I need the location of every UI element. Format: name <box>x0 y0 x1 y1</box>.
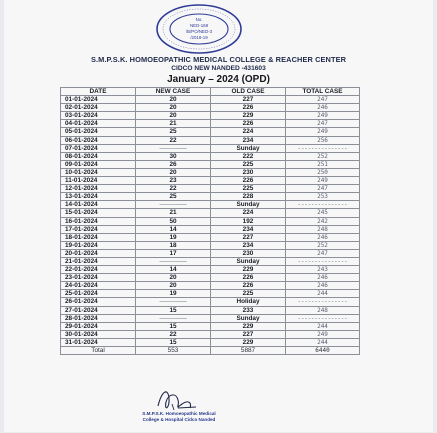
table-header-row <box>61 88 360 96</box>
table-row <box>61 266 360 274</box>
old-case-cell: Sunday <box>211 314 286 322</box>
total-case-cell: 252 <box>286 152 360 160</box>
new-case-cell: 22 <box>136 185 211 193</box>
old-case-cell: 233 <box>211 306 286 314</box>
old-case-cell: 228 <box>211 193 286 201</box>
total-case-cell: 256 <box>286 136 360 144</box>
new-case-cell: 18 <box>136 241 211 249</box>
report-title: January – 2024 (OPD) <box>167 74 270 85</box>
date-cell: 30-01-2024 <box>61 330 136 338</box>
total-case-cell: 246 <box>286 282 360 290</box>
total-case-cell: 246 <box>286 274 360 282</box>
new-case-cell: 50 <box>136 217 211 225</box>
table-row <box>61 120 360 128</box>
table-row <box>61 298 360 306</box>
old-case-cell: 234 <box>211 136 286 144</box>
table-row <box>61 152 360 160</box>
date-cell: 02-01-2024 <box>61 104 136 112</box>
date-cell: 22-01-2024 <box>61 266 136 274</box>
total-label: Total <box>61 347 136 355</box>
svg-text:/B/PO/NED-3: /B/PO/NED-3 <box>185 29 213 34</box>
total-case-cell: --------------- <box>286 257 360 265</box>
college-name-heading: S.M.P.S.K. HOMOEOPATHIC MEDICAL COLLEGE & REACHER CENTER <box>90 55 347 64</box>
total-case-cell: --------------- <box>286 144 360 152</box>
old-case-cell: 222 <box>211 152 286 160</box>
date-cell: 24-01-2024 <box>61 282 136 290</box>
total-case-cell: 242 <box>286 217 360 225</box>
new-case-cell: 20 <box>136 112 211 120</box>
table-row <box>61 249 360 257</box>
table-row <box>61 136 360 144</box>
old-case-cell: 224 <box>211 209 286 217</box>
total-case-cell: --------------- <box>286 201 360 209</box>
date-cell: 26-01-2024 <box>61 298 136 306</box>
new-case-cell: 20 <box>136 282 211 290</box>
table-row <box>61 241 360 249</box>
old-case-cell: Sunday <box>211 257 286 265</box>
old-case-cell: 227 <box>211 233 286 241</box>
new-case-cell: --------------- <box>136 298 211 306</box>
date-cell: 27-01-2024 <box>61 306 136 314</box>
total-case-cell: 249 <box>286 128 360 136</box>
new-case-cell: 19 <box>136 233 211 241</box>
table-row <box>61 257 360 265</box>
old-case-cell: 226 <box>211 104 286 112</box>
old-case-cell: 227 <box>211 330 286 338</box>
old-case-cell: 229 <box>211 112 286 120</box>
old-case-cell: 229 <box>211 338 286 346</box>
total-case-cell: 245 <box>286 209 360 217</box>
old-case-cell: 226 <box>211 120 286 128</box>
old-case-cell: Sunday <box>211 144 286 152</box>
table-row <box>61 209 360 217</box>
date-cell: 29-01-2024 <box>61 322 136 330</box>
new-case-cell: 14 <box>136 225 211 233</box>
table-row <box>61 185 360 193</box>
new-case-cell: 22 <box>136 136 211 144</box>
new-case-cell: 20 <box>136 96 211 104</box>
new-case-cell: --------------- <box>136 257 211 265</box>
svg-text:No.: No. <box>195 17 203 22</box>
opd-case-table <box>60 87 360 355</box>
new-case-cell: 25 <box>136 193 211 201</box>
date-cell: 31-01-2024 <box>61 338 136 346</box>
total-case-cell: 246 <box>286 104 360 112</box>
date-cell: 04-01-2024 <box>61 120 136 128</box>
date-cell: 03-01-2024 <box>61 112 136 120</box>
table-row <box>61 233 360 241</box>
old-case-cell: 226 <box>211 177 286 185</box>
total-case-cell: 244 <box>286 290 360 298</box>
table-row <box>61 314 360 322</box>
total-case-cell: 243 <box>286 266 360 274</box>
table-row <box>61 177 360 185</box>
date-cell: 18-01-2024 <box>61 233 136 241</box>
new-case-cell: 15 <box>136 338 211 346</box>
old-case-cell: 192 <box>211 217 286 225</box>
date-cell: 05-01-2024 <box>61 128 136 136</box>
date-cell: 28-01-2024 <box>61 314 136 322</box>
table-row <box>61 160 360 168</box>
total-case-cell: 252 <box>286 241 360 249</box>
new-case-cell: 19 <box>136 290 211 298</box>
new-case-cell: 23 <box>136 177 211 185</box>
table-body <box>61 96 360 347</box>
total-case-cell: 244 <box>286 338 360 346</box>
new-case-cell: 26 <box>136 160 211 168</box>
date-cell: 17-01-2024 <box>61 225 136 233</box>
seal-graphic <box>153 2 245 56</box>
date-cell: 10-01-2024 <box>61 168 136 176</box>
total-old-case: 5887 <box>211 347 286 355</box>
new-case-cell: --------------- <box>136 201 211 209</box>
date-cell: 16-01-2024 <box>61 217 136 225</box>
new-case-cell: 17 <box>136 249 211 257</box>
old-case-cell: 229 <box>211 266 286 274</box>
table-row <box>61 201 360 209</box>
new-case-cell: 22 <box>136 330 211 338</box>
total-case-cell: --------------- <box>286 314 360 322</box>
table-row <box>61 290 360 298</box>
old-case-cell: 234 <box>211 241 286 249</box>
date-cell: 15-01-2024 <box>61 209 136 217</box>
table-row <box>61 96 360 104</box>
old-case-cell: 225 <box>211 185 286 193</box>
date-cell: 12-01-2024 <box>61 185 136 193</box>
new-case-cell: --------------- <box>136 314 211 322</box>
old-case-cell: 230 <box>211 168 286 176</box>
svg-text:/2018-19: /2018-19 <box>190 35 208 40</box>
total-case-cell: 247 <box>286 185 360 193</box>
new-case-cell: 25 <box>136 128 211 136</box>
column-header-old-case: OLD CASE <box>211 88 286 96</box>
date-cell: 20-01-2024 <box>61 249 136 257</box>
date-cell: 23-01-2024 <box>61 274 136 282</box>
date-cell: 09-01-2024 <box>61 160 136 168</box>
college-seal-stamp <box>153 2 245 56</box>
svg-text:NED-168: NED-168 <box>189 23 209 28</box>
date-cell: 14-01-2024 <box>61 201 136 209</box>
table-row <box>61 322 360 330</box>
new-case-cell: 15 <box>136 322 211 330</box>
new-case-cell: 20 <box>136 274 211 282</box>
table-total-row <box>61 347 360 355</box>
total-case-cell: 247 <box>286 96 360 104</box>
old-case-cell: Sunday <box>211 201 286 209</box>
total-total-case: 6440 <box>286 347 360 355</box>
total-case-cell: 248 <box>286 225 360 233</box>
date-cell: 07-01-2024 <box>61 144 136 152</box>
total-case-cell: --------------- <box>286 298 360 306</box>
total-case-cell: 249 <box>286 112 360 120</box>
old-case-cell: 224 <box>211 128 286 136</box>
total-case-cell: 253 <box>286 193 360 201</box>
date-cell: 13-01-2024 <box>61 193 136 201</box>
table-row <box>61 168 360 176</box>
new-case-cell: 21 <box>136 120 211 128</box>
table-row <box>61 306 360 314</box>
table-row <box>61 225 360 233</box>
table-row <box>61 338 360 346</box>
date-cell: 19-01-2024 <box>61 241 136 249</box>
total-case-cell: 250 <box>286 168 360 176</box>
table-row <box>61 217 360 225</box>
table-row <box>61 330 360 338</box>
column-header-total-case: TOTAL CASE <box>286 88 360 96</box>
new-case-cell: 14 <box>136 266 211 274</box>
column-header-date: DATE <box>61 88 136 96</box>
document-page <box>4 0 433 432</box>
old-case-cell: 230 <box>211 249 286 257</box>
column-header-new-case: NEW CASE <box>136 88 211 96</box>
old-case-cell: 225 <box>211 290 286 298</box>
date-cell: 25-01-2024 <box>61 290 136 298</box>
new-case-cell: 21 <box>136 209 211 217</box>
total-case-cell: 244 <box>286 322 360 330</box>
new-case-cell: --------------- <box>136 144 211 152</box>
new-case-cell: 20 <box>136 168 211 176</box>
table-row <box>61 128 360 136</box>
college-address: CIDCO NEW NANDED -431603 <box>171 65 266 72</box>
total-case-cell: 246 <box>286 233 360 241</box>
old-case-cell: 234 <box>211 225 286 233</box>
new-case-cell: 20 <box>136 104 211 112</box>
date-cell: 01-01-2024 <box>61 96 136 104</box>
old-case-cell: Holiday <box>211 298 286 306</box>
old-case-cell: 226 <box>211 282 286 290</box>
old-case-cell: 229 <box>211 322 286 330</box>
signature-caption-line2: College & Hospital Cidco Nanded <box>142 417 216 422</box>
date-cell: 21-01-2024 <box>61 257 136 265</box>
total-case-cell: 248 <box>286 306 360 314</box>
signature-caption-line1: S.M.P.S.K. Homoeopathic Medical <box>142 411 216 416</box>
total-case-cell: 251 <box>286 160 360 168</box>
total-new-case: 553 <box>136 347 211 355</box>
new-case-cell: 30 <box>136 152 211 160</box>
new-case-cell: 15 <box>136 306 211 314</box>
table-row <box>61 104 360 112</box>
total-case-cell: 249 <box>286 330 360 338</box>
old-case-cell: 227 <box>211 96 286 104</box>
date-cell: 06-01-2024 <box>61 136 136 144</box>
total-case-cell: 247 <box>286 249 360 257</box>
table-row <box>61 144 360 152</box>
table-row <box>61 274 360 282</box>
total-case-cell: 249 <box>286 177 360 185</box>
old-case-cell: 225 <box>211 160 286 168</box>
table-row <box>61 193 360 201</box>
old-case-cell: 226 <box>211 274 286 282</box>
total-case-cell: 247 <box>286 120 360 128</box>
table-row <box>61 282 360 290</box>
table-row <box>61 112 360 120</box>
date-cell: 11-01-2024 <box>61 177 136 185</box>
date-cell: 08-01-2024 <box>61 152 136 160</box>
